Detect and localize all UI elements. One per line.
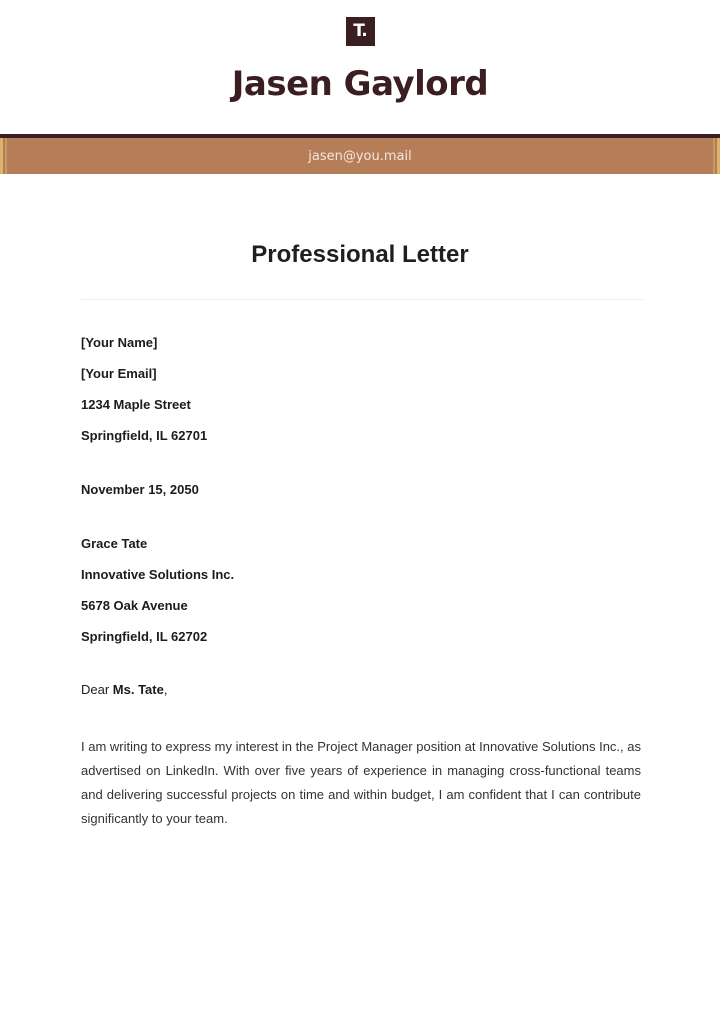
logo-container (0, 17, 720, 46)
sender-name: [Your Name] (81, 335, 158, 350)
title-divider (81, 299, 643, 300)
header-band (0, 138, 720, 174)
document-title: Professional Letter (251, 241, 469, 268)
sender-email: [Your Email] (81, 366, 157, 381)
recipient-city: Springfield, IL 62702 (81, 629, 208, 644)
recipient-company: Innovative Solutions Inc. (81, 567, 235, 582)
body-paragraph: I am writing to express my interest in the Project Manager position at Innovative Solutions Inc., as advertised on LinkedIn. With over five years of experience in managing cross-functional teams and delivering successful projects on time and within budget, I am confident that I can contribute significantly to your team. (81, 739, 641, 826)
sender-block (81, 335, 641, 459)
header-email: jasen@you.mail (308, 148, 412, 164)
sender-street: 1234 Maple Street (81, 397, 191, 412)
salutation-suffix: , (163, 682, 168, 697)
salutation-prefix: Dear (81, 682, 113, 697)
salutation-name: Ms. Tate (112, 682, 164, 697)
date-block (81, 482, 641, 513)
sender-city: Springfield, IL 62701 (81, 428, 208, 443)
recipient-name: Grace Tate (81, 536, 148, 551)
letter-date: November 15, 2050 (81, 482, 199, 497)
recipient-block (81, 536, 641, 660)
band-edge-right (710, 138, 720, 174)
header-name: Jasen Gaylord (231, 64, 489, 104)
brand-logo-icon: T. (346, 17, 375, 46)
recipient-street: 5678 Oak Avenue (81, 598, 188, 613)
band-edge-left (0, 138, 10, 174)
salutation (81, 682, 167, 697)
